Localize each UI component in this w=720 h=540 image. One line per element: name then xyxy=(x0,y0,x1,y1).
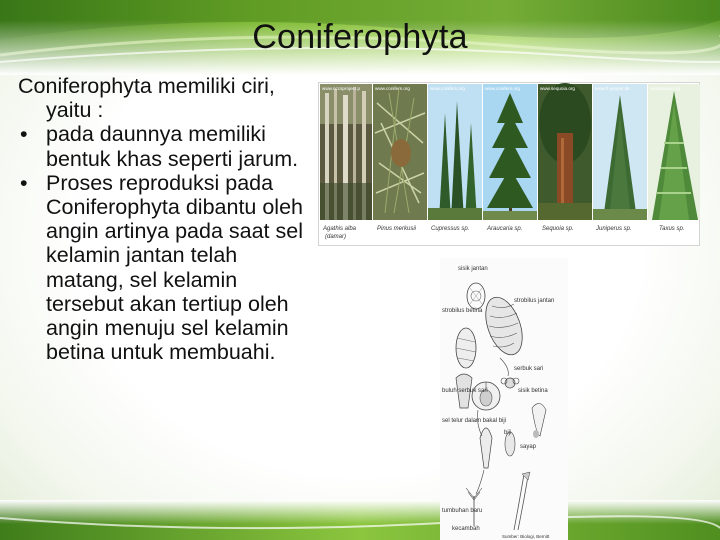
source-credit: Sumber: Biologi, Bernitt xyxy=(502,534,550,539)
agathis-tree-photo xyxy=(320,84,372,220)
photo-caption: Pinus merkusii xyxy=(377,226,417,232)
label-kecambah: kecambah xyxy=(452,526,480,532)
label-sayap: sayap xyxy=(520,444,537,450)
photo-caption: Araucaria sp. xyxy=(487,226,523,232)
label-strobilus-betina: strobilus betina xyxy=(442,308,483,314)
label-sisik-betina: sisik betina xyxy=(518,388,548,394)
photo-url: www.fi-juniper.de xyxy=(595,86,630,91)
label-serbuk-sari: serbuk sari xyxy=(514,366,544,372)
juniperus-tree-photo xyxy=(593,84,647,220)
photo-caption: Cupressus sp. xyxy=(431,226,470,232)
bottom-decorative-band xyxy=(0,500,720,540)
label-buluh-serbuk-sari: buluh serbuk sari xyxy=(442,388,488,394)
sequoia-tree-photo xyxy=(538,83,592,220)
conifer-life-cycle-diagram xyxy=(440,258,568,540)
araucaria-tree-photo xyxy=(483,84,537,220)
photo-url: www.conifers.org xyxy=(430,86,465,91)
photo-url: www.nccsproject.p xyxy=(322,86,361,91)
label-strobilus-jantan: strobilus jantan xyxy=(514,298,555,304)
photo-caption: Juniperus sp. xyxy=(596,226,632,232)
taxus-tree-photo xyxy=(648,84,700,220)
photo-caption: Agathis alba xyxy=(323,226,357,232)
photo-url: www.sequoia.org xyxy=(540,86,575,91)
photo-url: www.taxus.org xyxy=(650,86,680,91)
label-sisik-jantan: sisik jantan xyxy=(458,266,488,272)
cupressus-tree-photo xyxy=(428,84,482,220)
photo-url: www.conifers.org xyxy=(485,86,520,91)
body-text xyxy=(18,74,313,364)
seedling-drawing xyxy=(466,472,530,530)
photo-caption: Sequoia sp. xyxy=(542,226,574,232)
male-cone-drawing xyxy=(467,283,485,309)
photo-caption: Taxus sp. xyxy=(659,226,685,232)
bullet-item: • pada daunnya memiliki bentuk khas seperti jarum. xyxy=(18,122,313,170)
label-biji: biji xyxy=(504,430,512,436)
label-tumbuhan-baru: tumbuhan baru xyxy=(442,508,483,514)
photo-caption-sub: (damar) xyxy=(325,234,347,240)
label-sel-telur: sel telur dalam bakal biji xyxy=(442,418,507,424)
ovule-drawing xyxy=(472,382,500,410)
photo-url: www.conifers.org xyxy=(375,86,410,91)
intro-text: Coniferophyta memiliki ciri, yaitu : xyxy=(18,74,275,123)
cycle-arrows xyxy=(476,358,508,494)
bullet-list xyxy=(18,122,313,364)
small-cone-drawing xyxy=(456,328,476,368)
bullet-item: • Proses reproduksi pada Coniferophyta dibantu oleh angin artinya pada saat sel kelamin jantan telah matang, sel kelamin tersebut akan tertiup oleh angin menuju sel kelamin betina untuk membuahi. xyxy=(18,171,313,365)
slide-title: Coniferophyta xyxy=(252,18,468,56)
pollen-grain-drawing xyxy=(501,378,519,388)
winged-seed-drawing xyxy=(532,403,546,438)
conifer-photo-gallery xyxy=(318,82,700,246)
pinus-needles-photo xyxy=(373,84,427,220)
